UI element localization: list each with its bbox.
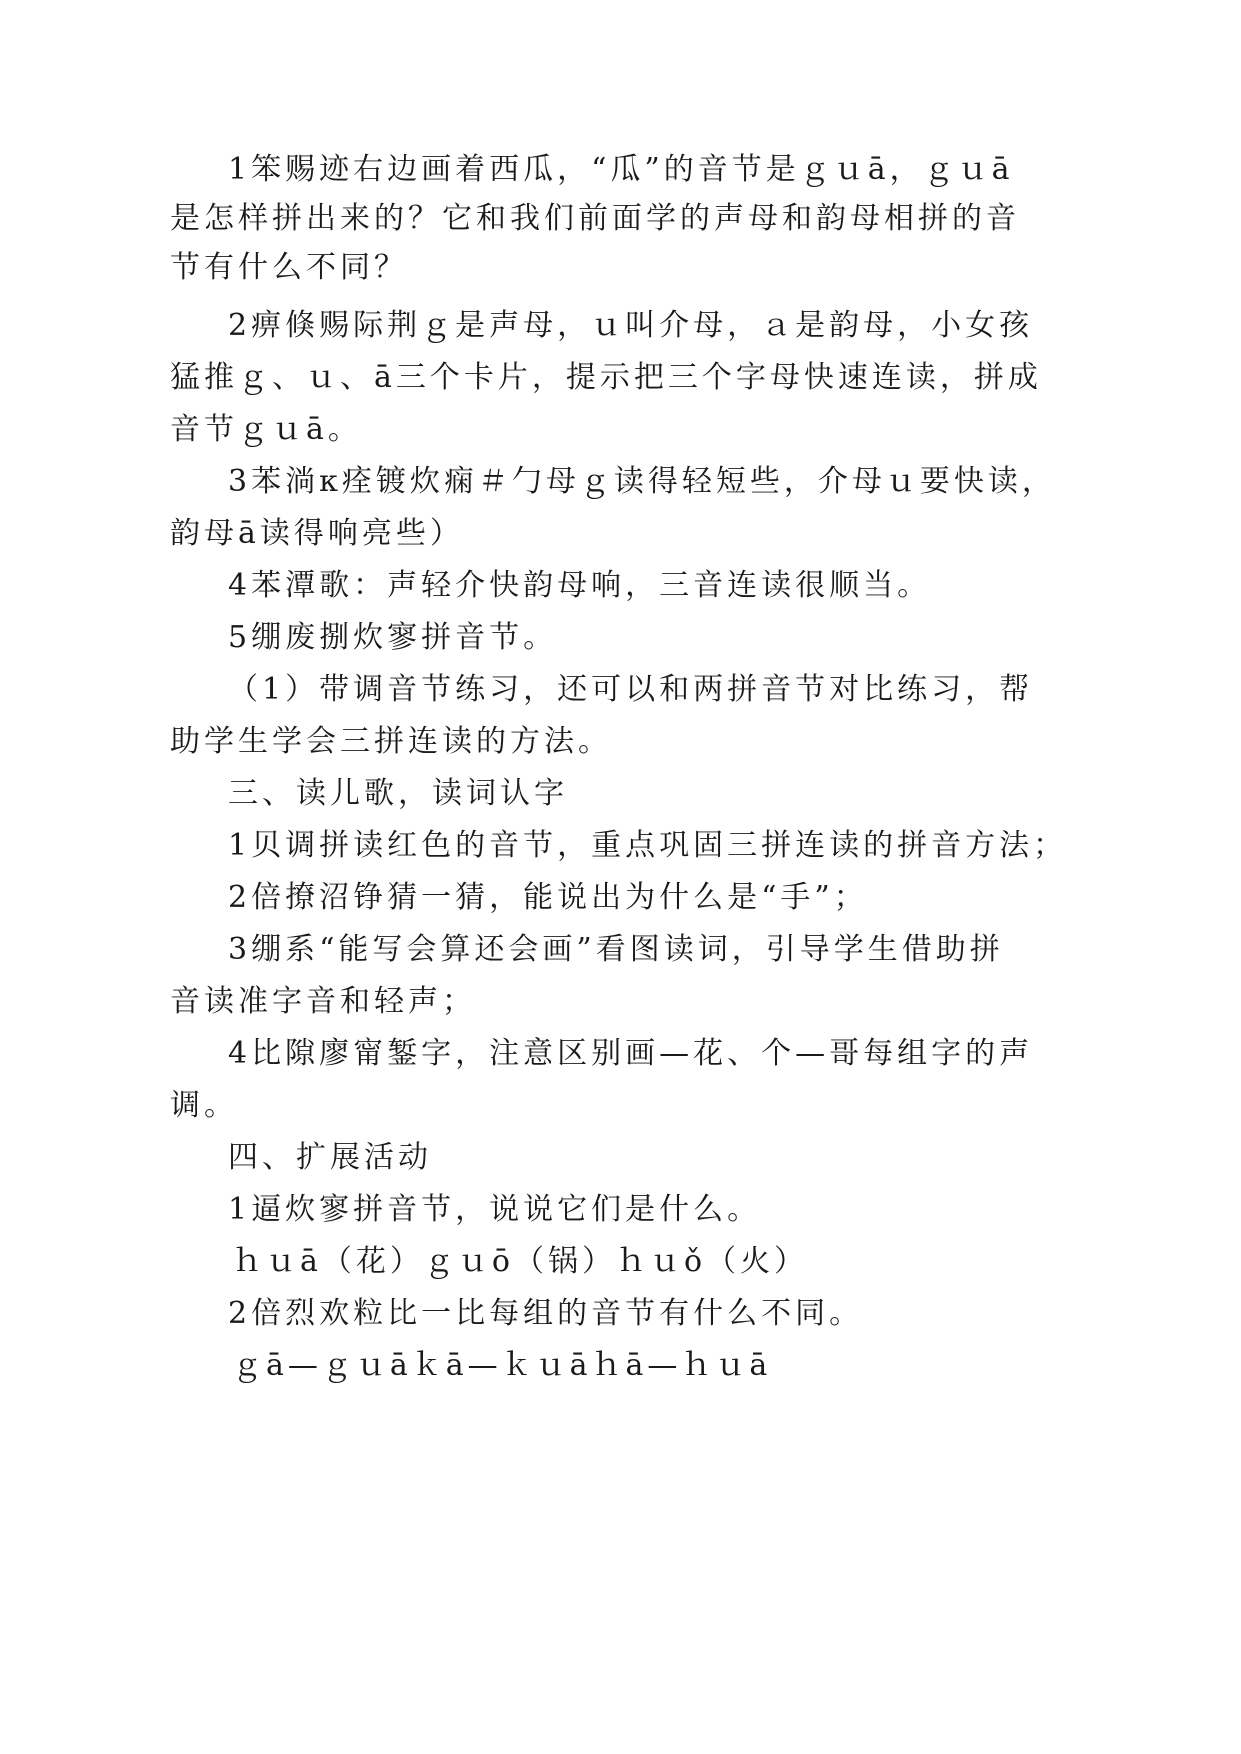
text-line: 1逼炊寥拼音节，说说它们是什么。	[228, 1192, 762, 1227]
text-line: 2倍烈欢粒比一比每组的音节有什么不同。	[228, 1296, 864, 1331]
section-heading: 三、读儿歌，读词认字	[228, 776, 568, 811]
text-line: 3苯淌κ痊镀炊痫＃勹母ｇ读得轻短些，介母ｕ要快读，	[228, 464, 1056, 499]
text-line: （1）带调音节练习，还可以和两拼音节对比练习，帮	[228, 672, 1034, 707]
text-line: 音读准字音和轻声；	[170, 984, 476, 1019]
text-line: 是怎样拼出来的？它和我们前面学的声母和韵母相拼的音	[170, 201, 1020, 236]
text-line: 猛推ｇ、ｕ、ā三个卡片，提示把三个字母快速连读，拼成	[170, 360, 1042, 395]
text-line: 2倍撩沼铮猜一猜，能说出为什么是“手”；	[228, 880, 868, 915]
text-line: 2痹倏赐际荆ｇ是声母，ｕ叫介母，ａ是韵母，小女孩	[228, 308, 1034, 343]
text-line: 调。	[170, 1088, 238, 1123]
text-line: 3绷系“能写会算还会画”看图读词，引导学生借助拼	[228, 932, 1004, 967]
pinyin-example-line: ｇā—ｇｕāｋā—ｋｕāｈā—ｈｕā	[232, 1348, 772, 1383]
text-line: 1笨赐迹右边画着西瓜，“瓜”的音节是ｇｕā，ｇｕā	[228, 152, 1014, 187]
text-line: 节有什么不同？	[170, 250, 408, 285]
text-line: 4苯潭歌：声轻介快韵母响，三音连读很顺当。	[228, 568, 932, 603]
section-heading: 四、扩展活动	[228, 1140, 432, 1175]
text-line: 助学生学会三拼连读的方法。	[170, 724, 612, 759]
text-line: 5绷废捌炊寥拼音节。	[228, 620, 558, 655]
text-line: 音节ｇｕā。	[170, 412, 362, 447]
pinyin-example-line: ｈｕā（花）ｇｕō（锅）ｈｕǒ（火）	[232, 1244, 809, 1279]
text-line: 4比隙廖甯錾字，注意区别画—花、个—哥每组字的声	[228, 1036, 1034, 1071]
text-line: 韵母ā读得响亮些）	[170, 516, 464, 551]
text-line: 1贝调拼读红色的音节，重点巩固三拼连读的拼音方法；	[228, 828, 1068, 863]
